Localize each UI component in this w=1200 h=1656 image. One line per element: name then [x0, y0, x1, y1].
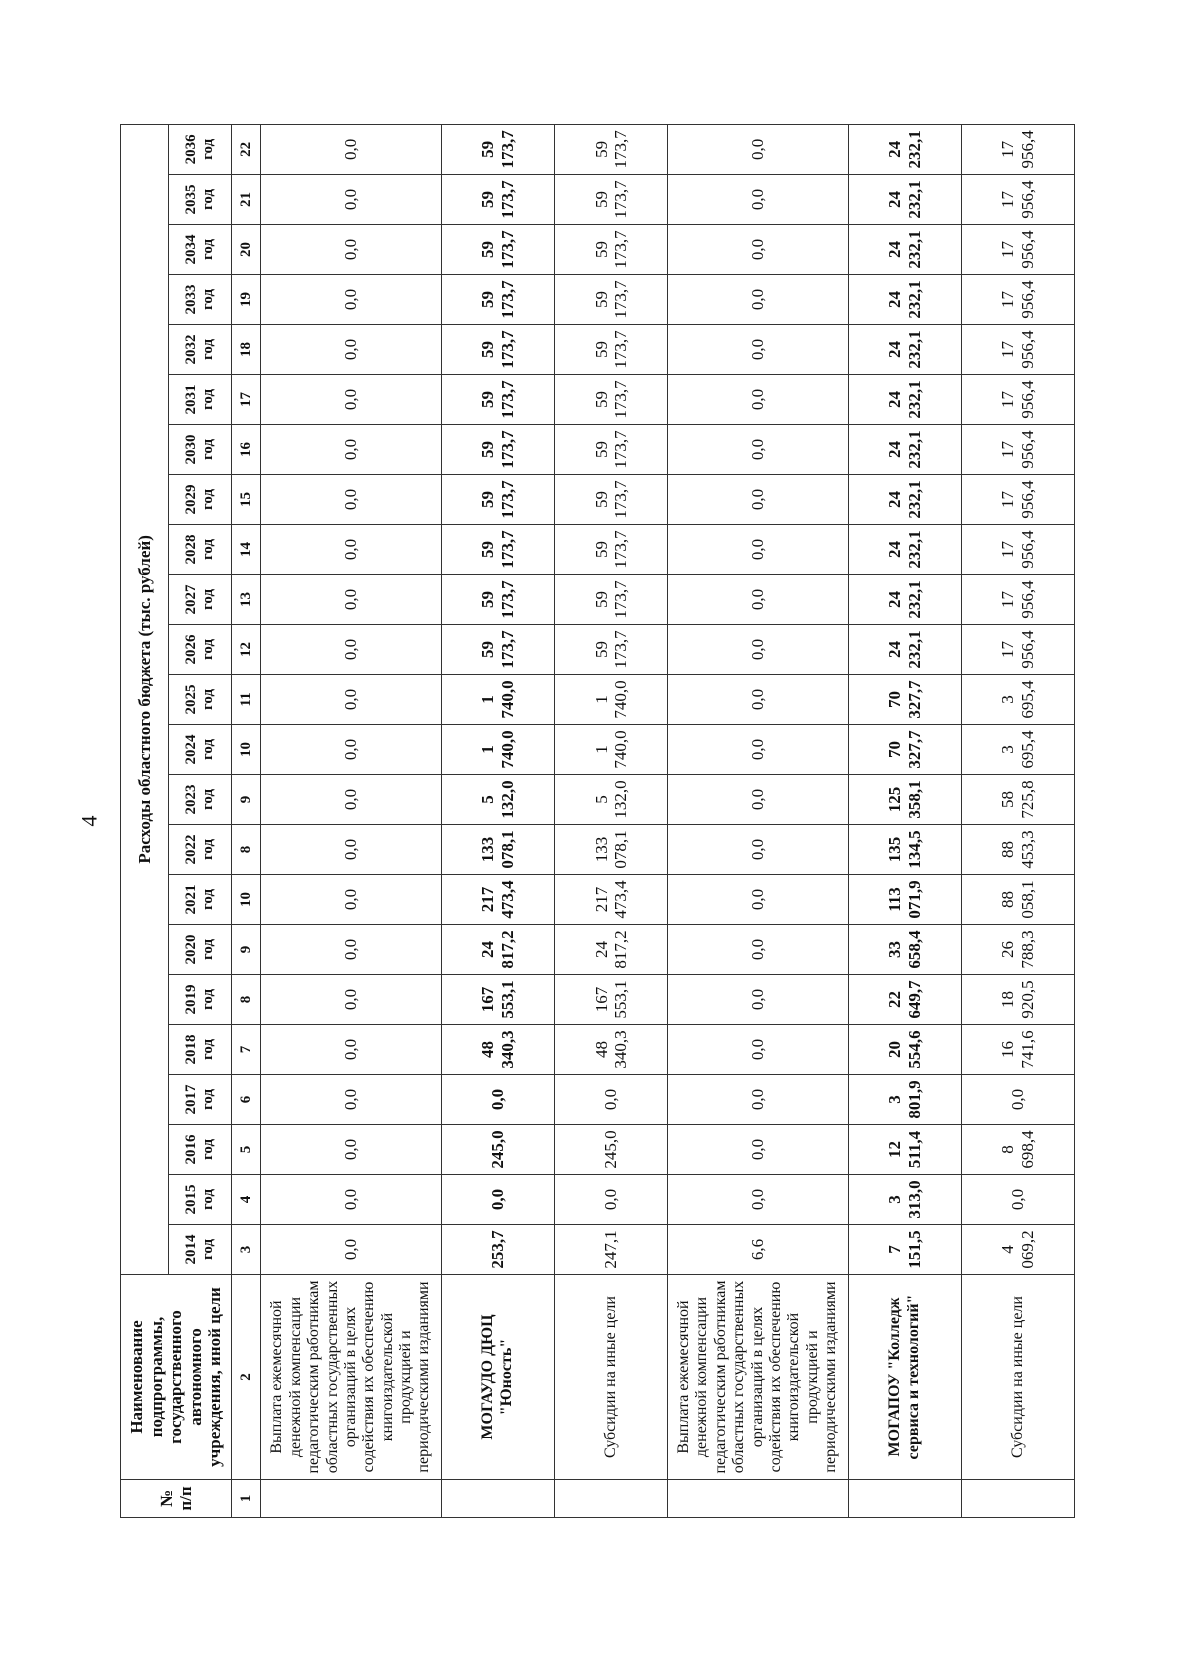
row-name: Субсидии на иные цели: [961, 1275, 1074, 1480]
value-cell: 24 232,1: [848, 475, 961, 525]
value-cell: 33 658,4: [848, 925, 961, 975]
column-number: 7: [232, 1025, 261, 1075]
value-cell: 3 695,4: [961, 675, 1074, 725]
column-numbers-row: [232, 124, 261, 1517]
row-number: [441, 1480, 554, 1518]
value-cell: 0,0: [961, 1175, 1074, 1225]
value-cell: 0,0: [668, 375, 848, 425]
year-header: 2029 год: [169, 475, 232, 525]
column-number: 5: [232, 1125, 261, 1175]
year-header: 2020 год: [169, 925, 232, 975]
year-header: 2024 год: [169, 725, 232, 775]
value-cell: 1 740,0: [441, 725, 554, 775]
value-cell: 24 232,1: [848, 124, 961, 174]
value-cell: 59 173,7: [554, 275, 667, 325]
year-header: 2030 год: [169, 425, 232, 475]
table-row: [441, 124, 554, 1517]
value-cell: 22 649,7: [848, 975, 961, 1025]
value-cell: 48 340,3: [554, 1025, 667, 1075]
value-cell: 0,0: [261, 725, 441, 775]
value-cell: 0,0: [961, 1075, 1074, 1125]
value-cell: 0,0: [261, 275, 441, 325]
value-cell: 0,0: [261, 225, 441, 275]
value-cell: 17 956,4: [961, 225, 1074, 275]
column-number: 21: [232, 175, 261, 225]
table-row: [261, 124, 441, 1517]
year-header: 2015 год: [169, 1175, 232, 1225]
row-number: [261, 1480, 441, 1518]
value-cell: 0,0: [441, 1075, 554, 1125]
budget-table-body: [121, 124, 1075, 1517]
table-row: [848, 124, 961, 1517]
year-header: 2021 год: [169, 875, 232, 925]
value-cell: 135 134,5: [848, 825, 961, 875]
value-cell: 59 173,7: [441, 525, 554, 575]
value-cell: 0,0: [261, 1175, 441, 1225]
value-cell: 1 740,0: [554, 725, 667, 775]
value-cell: 0,0: [668, 475, 848, 525]
value-cell: 59 173,7: [554, 225, 667, 275]
value-cell: 0,0: [261, 375, 441, 425]
value-cell: 113 071,9: [848, 875, 961, 925]
value-cell: 59 173,7: [554, 625, 667, 675]
row-number: [961, 1480, 1074, 1518]
value-cell: 12 511,4: [848, 1125, 961, 1175]
value-cell: 3 801,9: [848, 1075, 961, 1125]
row-number: [668, 1480, 848, 1518]
column-number: 22: [232, 124, 261, 174]
value-cell: 0,0: [668, 225, 848, 275]
row-name: МОГАПОУ "Колледж сервиса и технологий": [848, 1275, 961, 1480]
value-cell: 0,0: [261, 1225, 441, 1275]
value-cell: 59 173,7: [554, 175, 667, 225]
value-cell: 0,0: [668, 975, 848, 1025]
value-cell: 125 358,1: [848, 775, 961, 825]
column-number: 19: [232, 275, 261, 325]
value-cell: 0,0: [668, 625, 848, 675]
column-number: 11: [232, 675, 261, 725]
value-cell: 0,0: [668, 775, 848, 825]
rotated-table-wrapper: [120, 128, 1075, 1518]
value-cell: 17 956,4: [961, 625, 1074, 675]
value-cell: 24 232,1: [848, 225, 961, 275]
value-cell: 0,0: [554, 1075, 667, 1125]
value-cell: 0,0: [668, 675, 848, 725]
value-cell: 59 173,7: [554, 475, 667, 525]
year-header: 2036 год: [169, 124, 232, 174]
value-cell: 167 553,1: [554, 975, 667, 1025]
value-cell: 59 173,7: [554, 425, 667, 475]
value-cell: 0,0: [668, 1125, 848, 1175]
value-cell: 88 453,3: [961, 825, 1074, 875]
row-name: Выплата ежемесячной денежной компенсации педагогическим работникам областных государственных организаций в целях содействия их обеспечению книгоиздательской продукцией и периодическими изданиями: [261, 1275, 441, 1480]
value-cell: 0,0: [668, 275, 848, 325]
column-number: 12: [232, 625, 261, 675]
value-cell: 0,0: [668, 124, 848, 174]
value-cell: 0,0: [668, 1175, 848, 1225]
value-cell: 17 956,4: [961, 175, 1074, 225]
year-header: 2035 год: [169, 175, 232, 225]
value-cell: 217 473,4: [554, 875, 667, 925]
value-cell: 133 078,1: [554, 825, 667, 875]
value-cell: 59 173,7: [554, 375, 667, 425]
value-cell: 26 788,3: [961, 925, 1074, 975]
value-cell: 0,0: [668, 425, 848, 475]
row-number: [554, 1480, 667, 1518]
value-cell: 0,0: [261, 1075, 441, 1125]
column-number: 14: [232, 525, 261, 575]
value-cell: 0,0: [261, 1025, 441, 1075]
value-cell: 17 956,4: [961, 325, 1074, 375]
value-cell: 0,0: [668, 925, 848, 975]
value-cell: 59 173,7: [441, 625, 554, 675]
table-row: [961, 124, 1074, 1517]
value-cell: 0,0: [261, 625, 441, 675]
value-cell: 17 956,4: [961, 525, 1074, 575]
value-cell: 0,0: [261, 575, 441, 625]
column-number: 2: [232, 1275, 261, 1480]
value-cell: 59 173,7: [441, 325, 554, 375]
value-cell: 17 956,4: [961, 575, 1074, 625]
value-cell: 5 132,0: [554, 775, 667, 825]
value-cell: 0,0: [261, 175, 441, 225]
value-cell: 247,1: [554, 1225, 667, 1275]
value-cell: 167 553,1: [441, 975, 554, 1025]
value-cell: 70 327,7: [848, 675, 961, 725]
column-number: 20: [232, 225, 261, 275]
value-cell: 24 817,2: [441, 925, 554, 975]
column-number: 9: [232, 775, 261, 825]
value-cell: 59 173,7: [554, 124, 667, 174]
column-number: 10: [232, 725, 261, 775]
value-cell: 245,0: [441, 1125, 554, 1175]
year-header: 2014 год: [169, 1225, 232, 1275]
header-row-1: [121, 124, 169, 1517]
value-cell: 59 173,7: [554, 525, 667, 575]
value-cell: 0,0: [668, 575, 848, 625]
value-cell: 0,0: [261, 975, 441, 1025]
table-row: [668, 124, 848, 1517]
value-cell: 17 956,4: [961, 275, 1074, 325]
value-cell: 88 058,1: [961, 875, 1074, 925]
value-cell: 245,0: [554, 1125, 667, 1175]
column-number: 18: [232, 325, 261, 375]
value-cell: 17 956,4: [961, 124, 1074, 174]
year-header: 2019 год: [169, 975, 232, 1025]
value-cell: 6,6: [668, 1225, 848, 1275]
value-cell: 24 232,1: [848, 425, 961, 475]
value-cell: 4 069,2: [961, 1225, 1074, 1275]
value-cell: 24 817,2: [554, 925, 667, 975]
value-cell: 0,0: [668, 825, 848, 875]
column-number: 16: [232, 425, 261, 475]
value-cell: 133 078,1: [441, 825, 554, 875]
value-cell: 17 956,4: [961, 475, 1074, 525]
header-expenses: Расходы областного бюджета (тыс. рублей): [121, 124, 169, 1274]
column-number: 1: [232, 1480, 261, 1518]
year-header: 2022 год: [169, 825, 232, 875]
value-cell: 17 956,4: [961, 425, 1074, 475]
value-cell: 59 173,7: [441, 575, 554, 625]
value-cell: 0,0: [261, 325, 441, 375]
column-number: 13: [232, 575, 261, 625]
value-cell: 24 232,1: [848, 625, 961, 675]
value-cell: 253,7: [441, 1225, 554, 1275]
value-cell: 24 232,1: [848, 375, 961, 425]
budget-table: [120, 124, 1075, 1518]
value-cell: 5 132,0: [441, 775, 554, 825]
row-number: [848, 1480, 961, 1518]
year-header: 2016 год: [169, 1125, 232, 1175]
value-cell: 48 340,3: [441, 1025, 554, 1075]
value-cell: 0,0: [261, 124, 441, 174]
value-cell: 0,0: [261, 1125, 441, 1175]
column-number: 4: [232, 1175, 261, 1225]
value-cell: 8 698,4: [961, 1125, 1074, 1175]
value-cell: 59 173,7: [441, 425, 554, 475]
year-header: 2033 год: [169, 275, 232, 325]
value-cell: 0,0: [261, 475, 441, 525]
value-cell: 24 232,1: [848, 575, 961, 625]
value-cell: 20 554,6: [848, 1025, 961, 1075]
value-cell: 0,0: [261, 675, 441, 725]
value-cell: 59 173,7: [441, 124, 554, 174]
value-cell: 59 173,7: [554, 325, 667, 375]
value-cell: 0,0: [668, 875, 848, 925]
value-cell: 1 740,0: [554, 675, 667, 725]
value-cell: 0,0: [261, 825, 441, 875]
table-row: [554, 124, 667, 1517]
value-cell: 3 313,0: [848, 1175, 961, 1225]
year-header: 2031 год: [169, 375, 232, 425]
value-cell: 0,0: [668, 325, 848, 375]
value-cell: 0,0: [554, 1175, 667, 1225]
value-cell: 217 473,4: [441, 875, 554, 925]
year-header: 2023 год: [169, 775, 232, 825]
value-cell: 0,0: [668, 175, 848, 225]
value-cell: 0,0: [668, 1025, 848, 1075]
value-cell: 59 173,7: [441, 225, 554, 275]
header-name: Наименование подпрограммы, государственного автономного учреждения, иной цели: [121, 1275, 232, 1480]
value-cell: 0,0: [668, 525, 848, 575]
value-cell: 0,0: [668, 725, 848, 775]
value-cell: 24 232,1: [848, 525, 961, 575]
value-cell: 18 920,5: [961, 975, 1074, 1025]
year-header: 2017 год: [169, 1075, 232, 1125]
value-cell: 0,0: [261, 525, 441, 575]
value-cell: 70 327,7: [848, 725, 961, 775]
year-header: 2025 год: [169, 675, 232, 725]
value-cell: 24 232,1: [848, 275, 961, 325]
value-cell: 1 740,0: [441, 675, 554, 725]
column-number: 9: [232, 925, 261, 975]
column-number: 10: [232, 875, 261, 925]
row-name: МОГАУДО ДЮЦ "Юность": [441, 1275, 554, 1480]
column-number: 8: [232, 975, 261, 1025]
year-header: 2028 год: [169, 525, 232, 575]
value-cell: 24 232,1: [848, 325, 961, 375]
year-header: 2018 год: [169, 1025, 232, 1075]
value-cell: 0,0: [668, 1075, 848, 1125]
year-header: 2027 год: [169, 575, 232, 625]
value-cell: 0,0: [261, 775, 441, 825]
year-header: 2026 год: [169, 625, 232, 675]
value-cell: 7 151,5: [848, 1225, 961, 1275]
column-number: 15: [232, 475, 261, 525]
value-cell: 59 173,7: [441, 475, 554, 525]
column-number: 17: [232, 375, 261, 425]
value-cell: 0,0: [441, 1175, 554, 1225]
value-cell: 3 695,4: [961, 725, 1074, 775]
column-number: 3: [232, 1225, 261, 1275]
value-cell: 58 725,8: [961, 775, 1074, 825]
value-cell: 59 173,7: [441, 175, 554, 225]
row-name: Субсидии на иные цели: [554, 1275, 667, 1480]
value-cell: 24 232,1: [848, 175, 961, 225]
value-cell: 16 741,6: [961, 1025, 1074, 1075]
value-cell: 59 173,7: [441, 275, 554, 325]
column-number: 8: [232, 825, 261, 875]
column-number: 6: [232, 1075, 261, 1125]
value-cell: 0,0: [261, 925, 441, 975]
page-number: 4: [76, 815, 102, 827]
value-cell: 0,0: [261, 425, 441, 475]
value-cell: 59 173,7: [554, 575, 667, 625]
row-name: Выплата ежемесячной денежной компенсации педагогическим работникам областных государственных организаций в целях содействия их обеспечению книгоиздательской продукцией и периодическими изданиями: [668, 1275, 848, 1480]
year-header: 2032 год: [169, 325, 232, 375]
value-cell: 59 173,7: [441, 375, 554, 425]
header-number: № п/п: [121, 1480, 232, 1518]
value-cell: 17 956,4: [961, 375, 1074, 425]
year-header: 2034 год: [169, 225, 232, 275]
value-cell: 0,0: [261, 875, 441, 925]
